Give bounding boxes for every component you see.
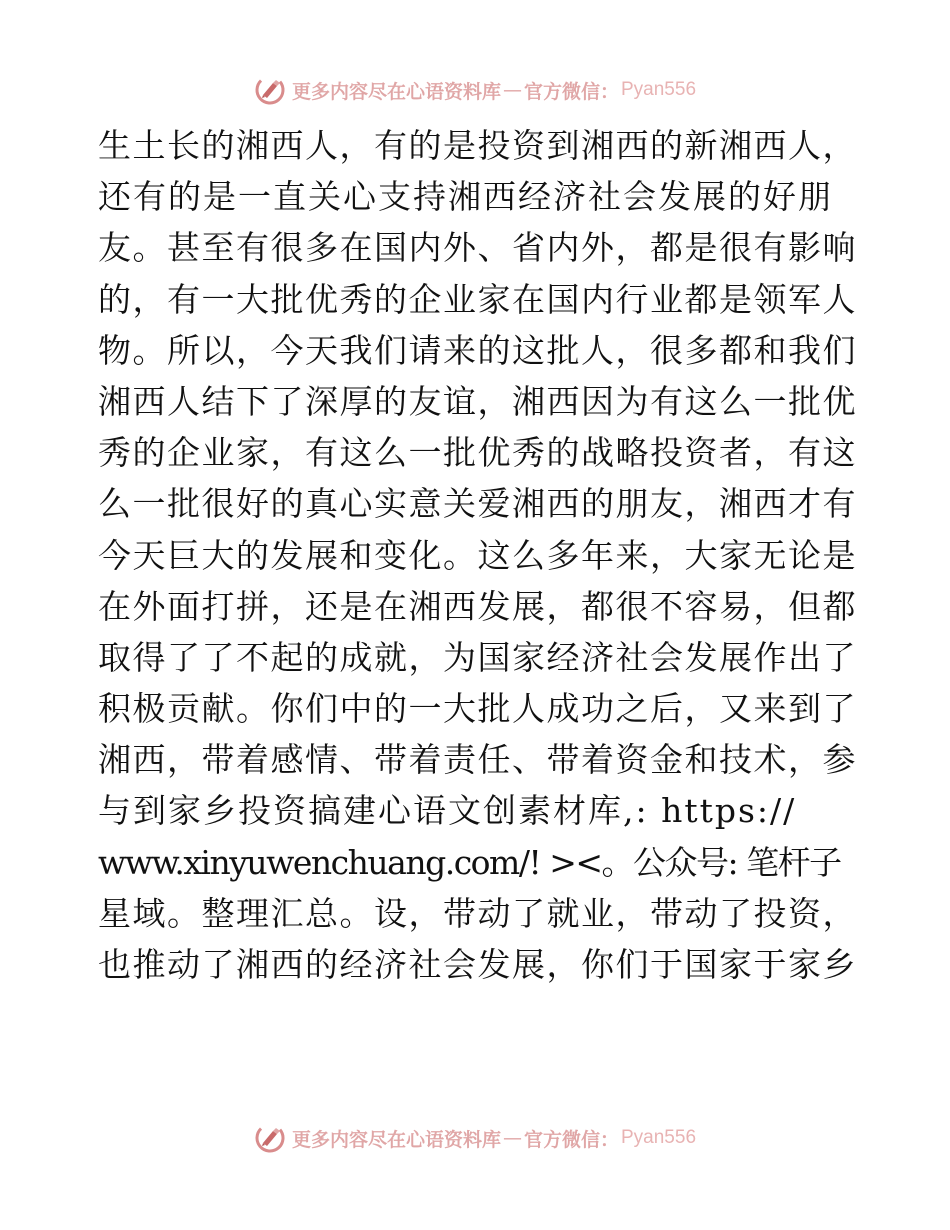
text-line: 么一批很好的真心实意关爱湘西的朋友，湘西才有: [98, 484, 857, 524]
text-line: 在外面打拼，还是在湘西发展，都很不容易，但都: [98, 586, 857, 626]
text-line: 物。所以，今天我们请来的这批人，很多都和我们: [98, 330, 857, 370]
header-banner-text: 更多内容尽在心语资料库: [291, 80, 501, 103]
footer-banner-account: Pyan556: [621, 1127, 697, 1148]
text-line: 湘西人结下了深厚的友谊，湘西因为有这么一批优: [98, 381, 857, 421]
footer-banner-suffix: 官方微信：: [523, 1128, 619, 1151]
text-line: 今天巨大的发展和变化。这么多年来，大家无论是: [98, 535, 857, 575]
text-line: 湘西，带着感情、带着责任、带着资金和技术，参: [98, 740, 857, 780]
header-banner-separator: —: [502, 79, 522, 101]
footer-banner-separator: —: [502, 1127, 522, 1149]
text-line: 取得了了不起的成就，为国家经济社会发展作出了: [98, 637, 857, 677]
header-banner: [0, 70, 950, 110]
header-banner-account: Pyan556: [621, 79, 697, 100]
text-line: 积极贡献。你们中的一大批人成功之后，又来到了: [98, 689, 857, 729]
text-line: 的，有一大批优秀的企业家在国内行业都是领军人: [98, 279, 857, 319]
header-banner-suffix: 官方微信：: [523, 80, 619, 103]
text-line: 生土长的湘西人，有的是投资到湘西的新湘西人，: [98, 126, 857, 165]
text-line: 秀的企业家，有这么一批优秀的战略投资者，有这: [98, 433, 857, 473]
text-line: 友。甚至有很多在国内外、省内外，都是很有影响: [98, 228, 857, 268]
text-line: 还有的是一直关心支持湘西经济社会发展的好朋: [98, 177, 833, 217]
text-line: 与到家乡投资搞建心语文创素材库,: https://: [98, 791, 797, 831]
text-line: 也推动了湘西的经济社会发展，你们于国家于家乡: [98, 945, 857, 984]
footer-banner: [0, 1118, 950, 1158]
brush-seal-icon: [254, 1122, 286, 1154]
body-text: [98, 120, 858, 990]
brush-seal-icon: [254, 74, 286, 106]
text-line: 星域。整理汇总。设，带动了就业，带动了投资，: [98, 893, 857, 933]
footer-banner-text: 更多内容尽在心语资料库: [291, 1128, 501, 1151]
text-line: www.xinyuwenchuang.com/! ><。公众号: 笔杆子: [98, 842, 841, 882]
